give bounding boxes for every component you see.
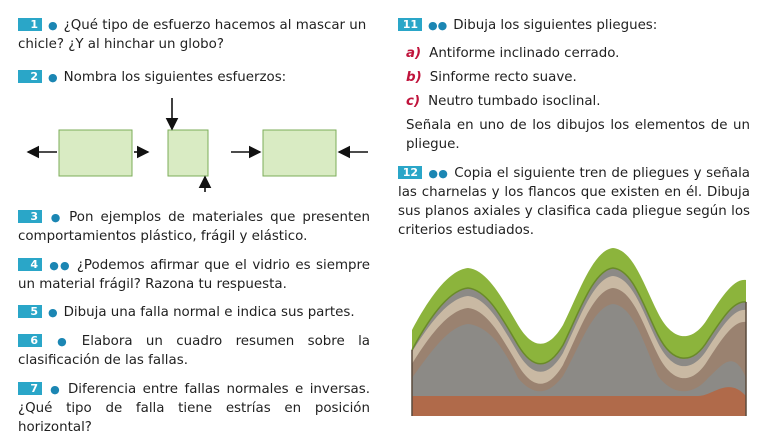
exercise-text: Copia el siguiente tren de pliegues y señala las charnelas y los flancos que existen en él. Dibuja sus planos axiales y clasifica cada pliegue según los criterios estudiados.: [398, 166, 750, 238]
subitem-a: [406, 44, 619, 63]
subitem-letter: a): [406, 46, 422, 61]
rock-block: [263, 130, 336, 176]
exercise-text: Dibuja los siguientes pliegues:: [453, 18, 658, 33]
exercise-4: [18, 256, 370, 294]
exercise-text: Diferencia entre fallas normales e inversas. ¿Qué tipo de falla tiene estrías en posición horizontal?: [18, 382, 370, 435]
rock-block: [168, 130, 208, 176]
exercise-text: Dibuja una falla normal e indica sus partes.: [63, 305, 355, 320]
fold-train-block-diagram: [408, 246, 753, 416]
exercise-text: Pon ejemplos de materiales que presenten comportamientos plástico, frágil y elástico.: [18, 210, 370, 244]
rock-block: [59, 130, 132, 176]
exercise-text: ¿Qué tipo de esfuerzo hacemos al mascar un chicle? ¿Y al hinchar un globo?: [18, 18, 367, 52]
exercise-number-badge: 4: [18, 258, 42, 271]
compression-diagram: [231, 130, 368, 176]
exercise-number-badge: 5: [18, 305, 42, 318]
difficulty-dots: ●: [48, 335, 76, 348]
subitem-text: Sinforme recto suave.: [429, 70, 577, 85]
exercise-number-badge: 12: [398, 166, 422, 179]
exercise-number-badge: 2: [18, 70, 42, 83]
shear-diagram: [168, 98, 208, 192]
exercise-11-note: [406, 116, 750, 154]
exercise-text: ¿Podemos afirmar que el vidrio es siempre un material frágil? Razona tu respuesta.: [18, 258, 370, 292]
exercise-12: [398, 164, 750, 240]
subitem-b: [406, 68, 577, 87]
exercise-number-badge: 11: [398, 18, 422, 31]
difficulty-dots: ●: [48, 19, 58, 32]
subitem-letter: c): [406, 94, 421, 109]
difficulty-dots: ●: [48, 71, 58, 84]
difficulty-dots: ●: [48, 306, 58, 319]
stress-diagrams: [22, 92, 377, 197]
exercise-text: Nombra los siguientes esfuerzos:: [63, 70, 287, 85]
difficulty-dots: ●●: [428, 167, 449, 180]
note-text: Señala en uno de los dibujos los elementos de un pliegue.: [406, 118, 750, 152]
tension-diagram: [28, 130, 148, 176]
exercise-text: Elabora un cuadro resumen sobre la clasificación de las fallas.: [18, 334, 370, 368]
exercise-number-badge: 7: [18, 382, 42, 395]
difficulty-dots: ●: [48, 383, 62, 396]
exercise-11: [398, 16, 750, 35]
exercise-3: [18, 208, 370, 246]
difficulty-dots: ●●: [48, 259, 71, 272]
exercise-7: [18, 380, 370, 437]
exercise-5: [18, 303, 370, 322]
subitem-text: Neutro tumbado isoclinal.: [428, 94, 601, 109]
exercise-number-badge: 3: [18, 210, 42, 223]
subitem-c: [406, 92, 601, 111]
exercise-1: [18, 16, 370, 54]
exercise-6: [18, 332, 370, 370]
exercise-number-badge: 6: [18, 334, 42, 347]
exercise-number-badge: 1: [18, 18, 42, 31]
subitem-letter: b): [406, 70, 422, 85]
difficulty-dots: ●: [48, 211, 64, 224]
difficulty-dots: ●●: [428, 19, 448, 32]
exercise-2: [18, 68, 370, 87]
subitem-text: Antiforme inclinado cerrado.: [429, 46, 620, 61]
